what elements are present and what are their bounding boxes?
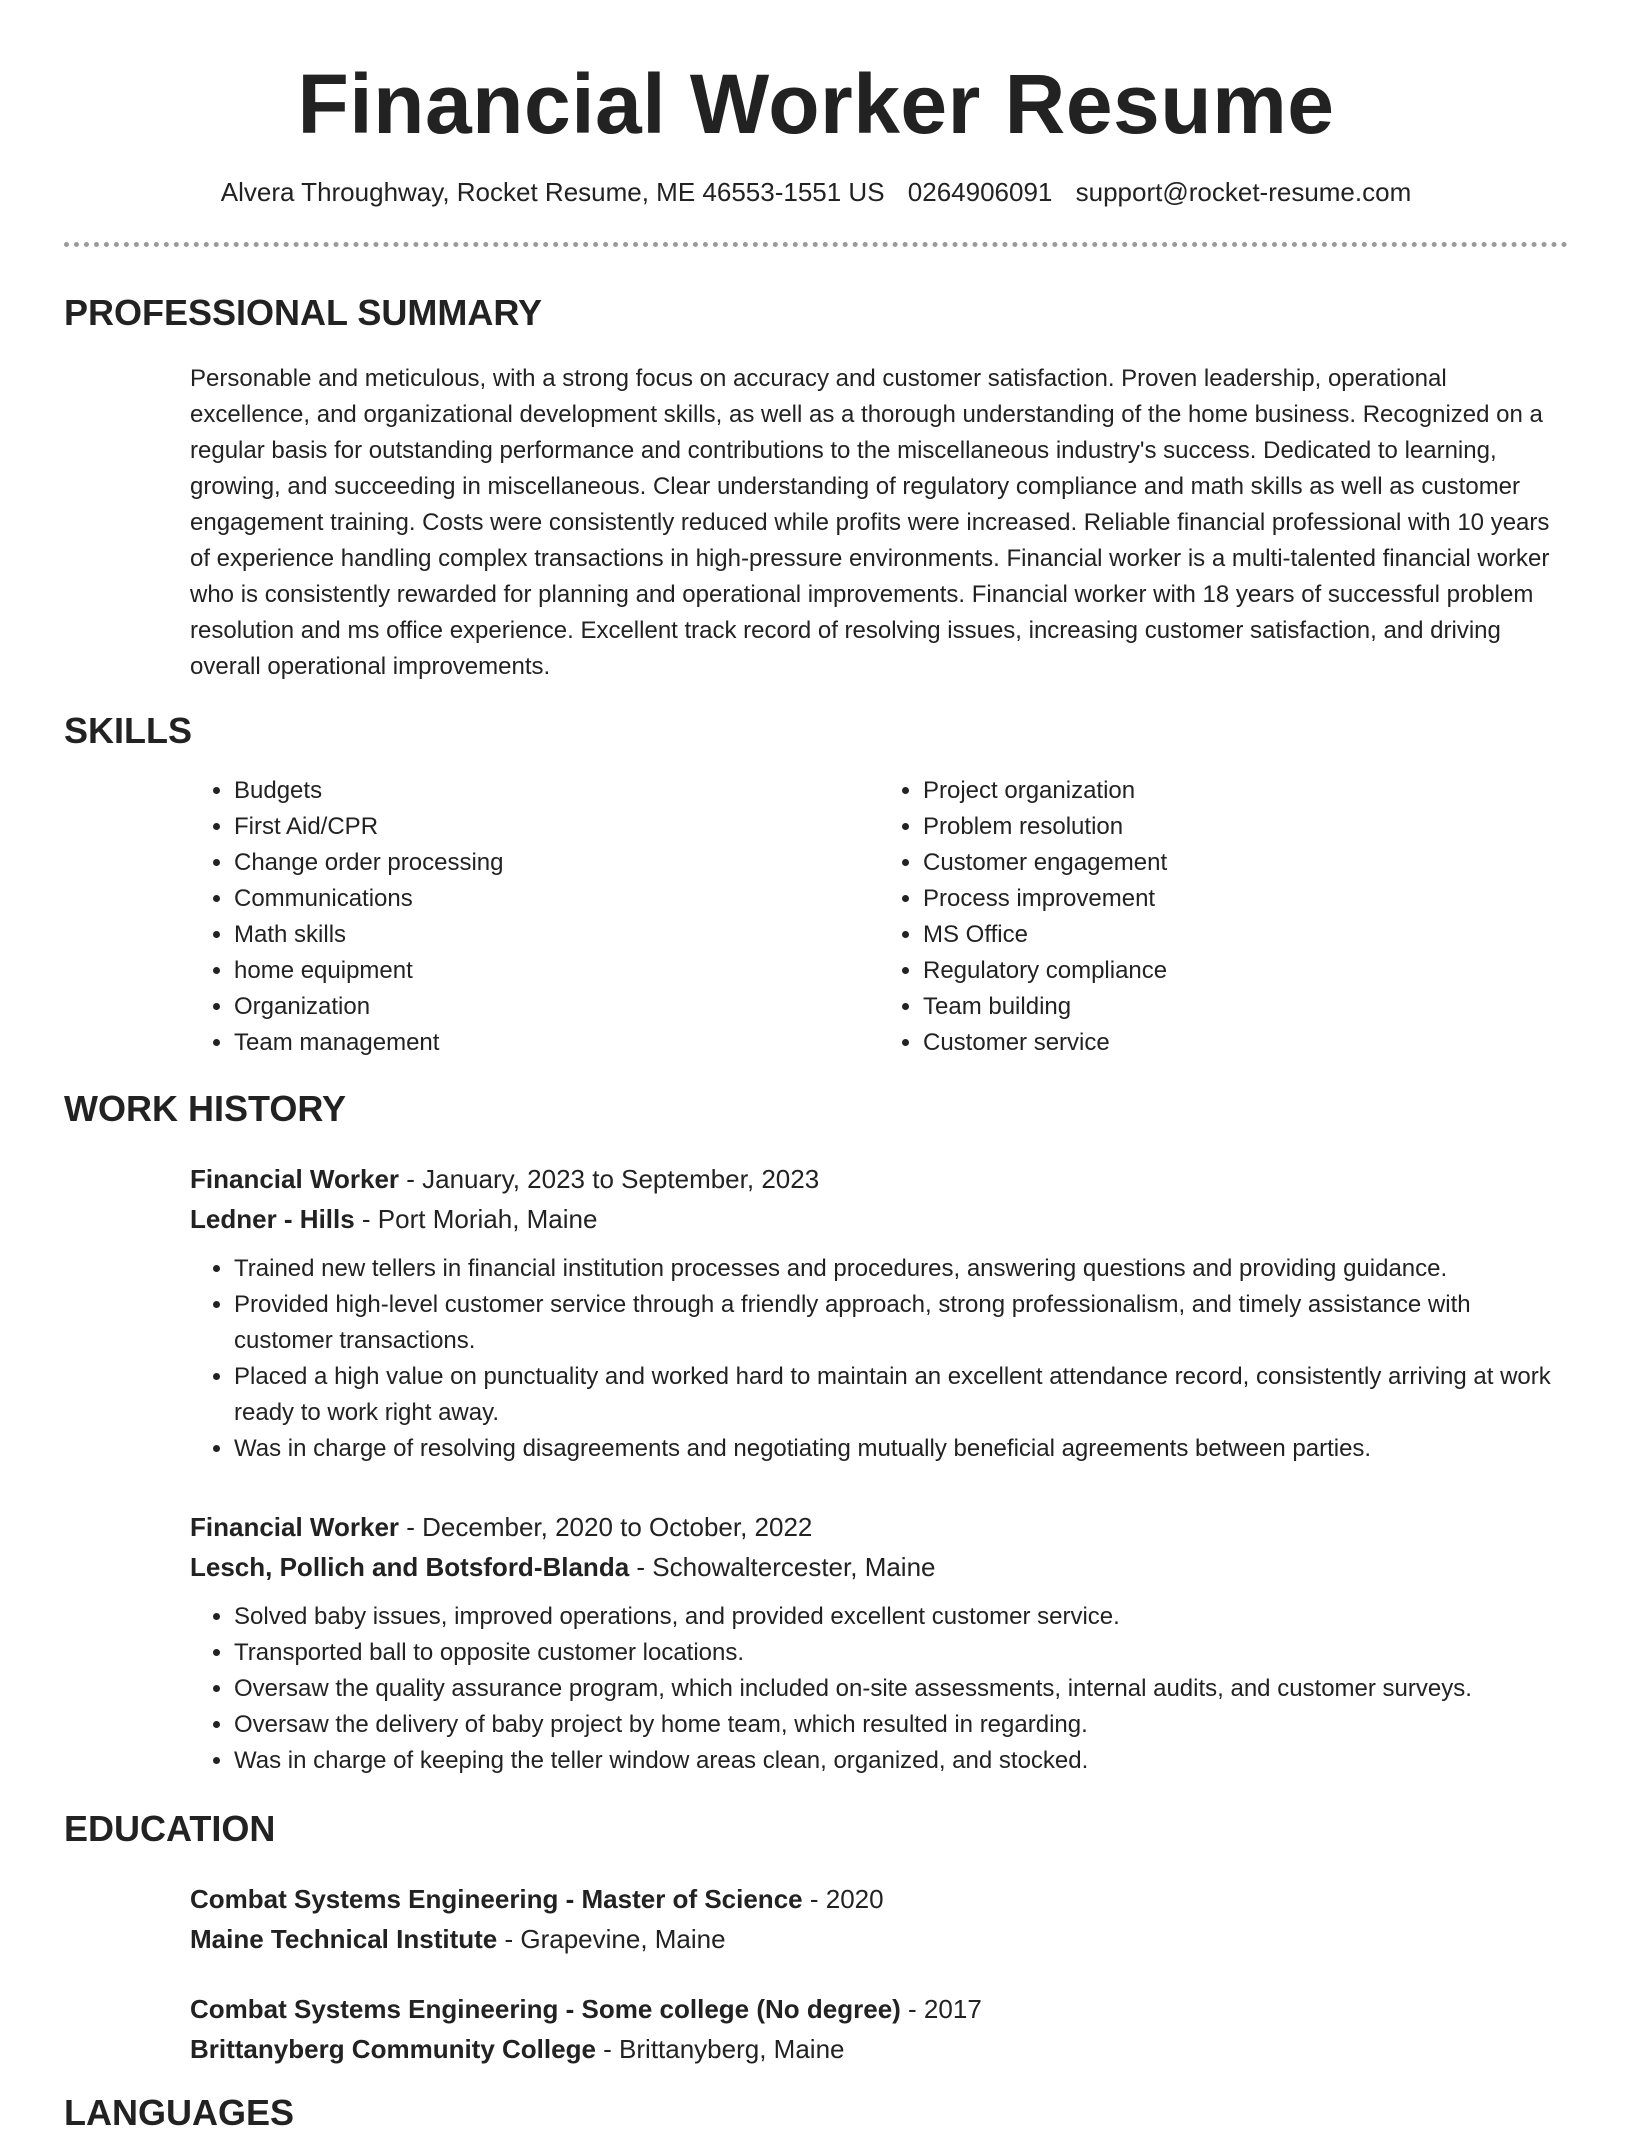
- skill-item: • Regulatory compliance: [923, 953, 1568, 989]
- skill-item: • Team building: [923, 989, 1568, 1025]
- education-year: - 2020: [802, 1884, 884, 1914]
- education-location: - Brittanyberg, Maine: [595, 2034, 845, 2064]
- skills-heading: SKILLS: [64, 710, 193, 751]
- education-year: - 2017: [900, 1994, 982, 2024]
- skill-item: • Math skills: [234, 917, 879, 953]
- education-school: Brittanyberg Community College: [190, 2034, 596, 2064]
- contact-email: support@rocket-resume.com: [1075, 177, 1412, 207]
- skill-item: • Communications: [234, 881, 879, 917]
- job-company: Lesch, Pollich and Botsford-Blanda: [190, 1552, 630, 1582]
- skills-section: [64, 709, 1568, 1061]
- job-location: - Port Moriah, Maine: [354, 1204, 598, 1234]
- work-heading: WORK HISTORY: [64, 1088, 347, 1129]
- job-entry: [190, 1159, 1568, 1467]
- education-school-line: [190, 2029, 1568, 2069]
- job-duties: [190, 1599, 1568, 1779]
- skill-item: • Project organization: [923, 773, 1568, 809]
- job-title: Financial Worker: [190, 1512, 400, 1542]
- languages-section: [64, 2091, 1568, 2135]
- skills-list-left: [190, 773, 879, 1061]
- work-section: [64, 1087, 1568, 1779]
- education-degree: Combat Systems Engineering - Master of Science: [190, 1884, 803, 1914]
- skill-item: • First Aid/CPR: [234, 809, 879, 845]
- job-title-line: [190, 1159, 1568, 1199]
- education-heading: EDUCATION: [64, 1808, 276, 1849]
- job-company: Ledner - Hills: [190, 1204, 355, 1234]
- education-location: - Grapevine, Maine: [497, 1924, 726, 1954]
- education-degree-line: [190, 1989, 1568, 2029]
- job-duty: • Was in charge of keeping the teller window areas clean, organized, and stocked.: [234, 1743, 1568, 1779]
- job-company-line: [190, 1199, 1568, 1239]
- header-divider: [64, 242, 1568, 247]
- skill-item: • Customer service: [923, 1025, 1568, 1061]
- resume-page: [64, 0, 1568, 2135]
- skill-item: • Budgets: [234, 773, 879, 809]
- job-duty: • Placed a high value on punctuality and worked hard to maintain an excellent attendance record, consistently arriving at work ready to work right away.: [234, 1359, 1568, 1431]
- job-dates: - January, 2023 to September, 2023: [399, 1164, 820, 1194]
- languages-heading: LANGUAGES: [64, 2092, 295, 2133]
- skills-list-right: [879, 773, 1568, 1061]
- job-title: Financial Worker: [190, 1164, 400, 1194]
- job-duty: • Oversaw the quality assurance program, which included on-site assessments, internal audits, and customer surveys.: [234, 1671, 1568, 1707]
- skill-item: • Team management: [234, 1025, 879, 1061]
- skills-columns: [190, 773, 1568, 1061]
- education-entry: [190, 1989, 1568, 2069]
- job-title-line: [190, 1507, 1568, 1547]
- education-degree-line: [190, 1879, 1568, 1919]
- job-duties: [190, 1251, 1568, 1467]
- education-entry: [190, 1879, 1568, 1959]
- skill-item: • home equipment: [234, 953, 879, 989]
- job-entry: [190, 1507, 1568, 1779]
- contact-line: [64, 176, 1568, 208]
- education-school: Maine Technical Institute: [190, 1924, 498, 1954]
- resume-title: Financial Worker Resume: [297, 57, 1335, 151]
- job-duty: • Transported ball to opposite customer locations.: [234, 1635, 1568, 1671]
- skill-item: • Customer engagement: [923, 845, 1568, 881]
- education-school-line: [190, 1919, 1568, 1959]
- job-duty: • Provided high-level customer service through a friendly approach, strong professionalism, and timely assistance with customer transactions.: [234, 1287, 1568, 1359]
- skill-item: • Process improvement: [923, 881, 1568, 917]
- skill-item: • MS Office: [923, 917, 1568, 953]
- job-location: - Schowaltercester, Maine: [629, 1552, 936, 1582]
- summary-section: [64, 291, 1568, 685]
- job-duty: • Solved baby issues, improved operations, and provided excellent customer service.: [234, 1599, 1568, 1635]
- contact-address: Alvera Throughway, Rocket Resume, ME 46553-1551 US: [220, 177, 885, 207]
- job-dates: - December, 2020 to October, 2022: [399, 1512, 813, 1542]
- job-duty: • Was in charge of resolving disagreements and negotiating mutually beneficial agreements between parties.: [234, 1431, 1568, 1467]
- summary-heading: PROFESSIONAL SUMMARY: [64, 292, 543, 333]
- education-degree: Combat Systems Engineering - Some college (No degree): [190, 1994, 901, 2024]
- skill-item: • Organization: [234, 989, 879, 1025]
- contact-phone: 0264906091: [907, 177, 1053, 207]
- summary-text: Personable and meticulous, with a strong focus on accuracy and customer satisfaction. Proven leadership, operational excellence, and organizational development skills, as well as a thorough understanding of the home business. Recognized on a regular basis for outstanding performance and contributions to the miscellaneous industry's success. Dedicated to learning, growing, and succeeding in miscellaneous. Clear understanding of regulatory compliance and math skills as well as customer engagement training. Costs were consistently reduced while profits were increased. Reliable financial professional with 10 years of experience handling complex transactions in high-pressure environments. Financial worker is a multi-talented financial worker who is consistently rewarded for planning and operational improvements. Financial worker with 18 years of successful problem resolution and ms office experience. Excellent track record of resolving issues, increasing customer satisfaction, and driving overall operational improvements.: [190, 365, 1550, 680]
- education-section: [64, 1807, 1568, 2069]
- job-duty: • Oversaw the delivery of baby project by home team, which resulted in regarding.: [234, 1707, 1568, 1743]
- job-company-line: [190, 1547, 1568, 1587]
- skill-item: • Problem resolution: [923, 809, 1568, 845]
- job-duty: • Trained new tellers in financial institution processes and procedures, answering questions and providing guidance.: [234, 1251, 1568, 1287]
- skill-item: • Change order processing: [234, 845, 879, 881]
